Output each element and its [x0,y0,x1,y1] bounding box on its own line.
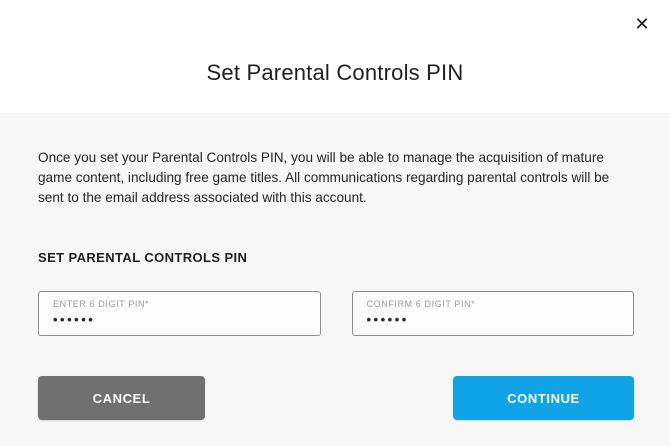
confirm-pin-field[interactable] [352,291,635,336]
cancel-button[interactable]: CANCEL [38,376,205,420]
enter-pin-label: ENTER 6 DIGIT PIN* [53,299,150,309]
enter-pin-input[interactable] [53,312,310,327]
description-text: Once you set your Parental Controls PIN, you will be able to manage the acquisition of mature game content, including free game titles. All communications regarding parental controls will be sent to the email address associated with this account. [38,150,610,205]
enter-pin-field[interactable] [38,291,321,336]
continue-button[interactable]: CONTINUE [453,376,634,420]
close-icon[interactable]: ✕ [634,14,650,34]
dialog-body [0,113,670,446]
pin-inputs-row [38,291,634,336]
dialog-title: Set Parental Controls PIN [206,60,464,85]
dialog-header [0,0,670,113]
confirm-pin-input[interactable] [367,312,624,327]
section-heading: SET PARENTAL CONTROLS PIN [38,250,248,265]
dialog-buttons-row [38,376,634,420]
confirm-pin-label: CONFIRM 6 DIGIT PIN* [366,299,476,309]
